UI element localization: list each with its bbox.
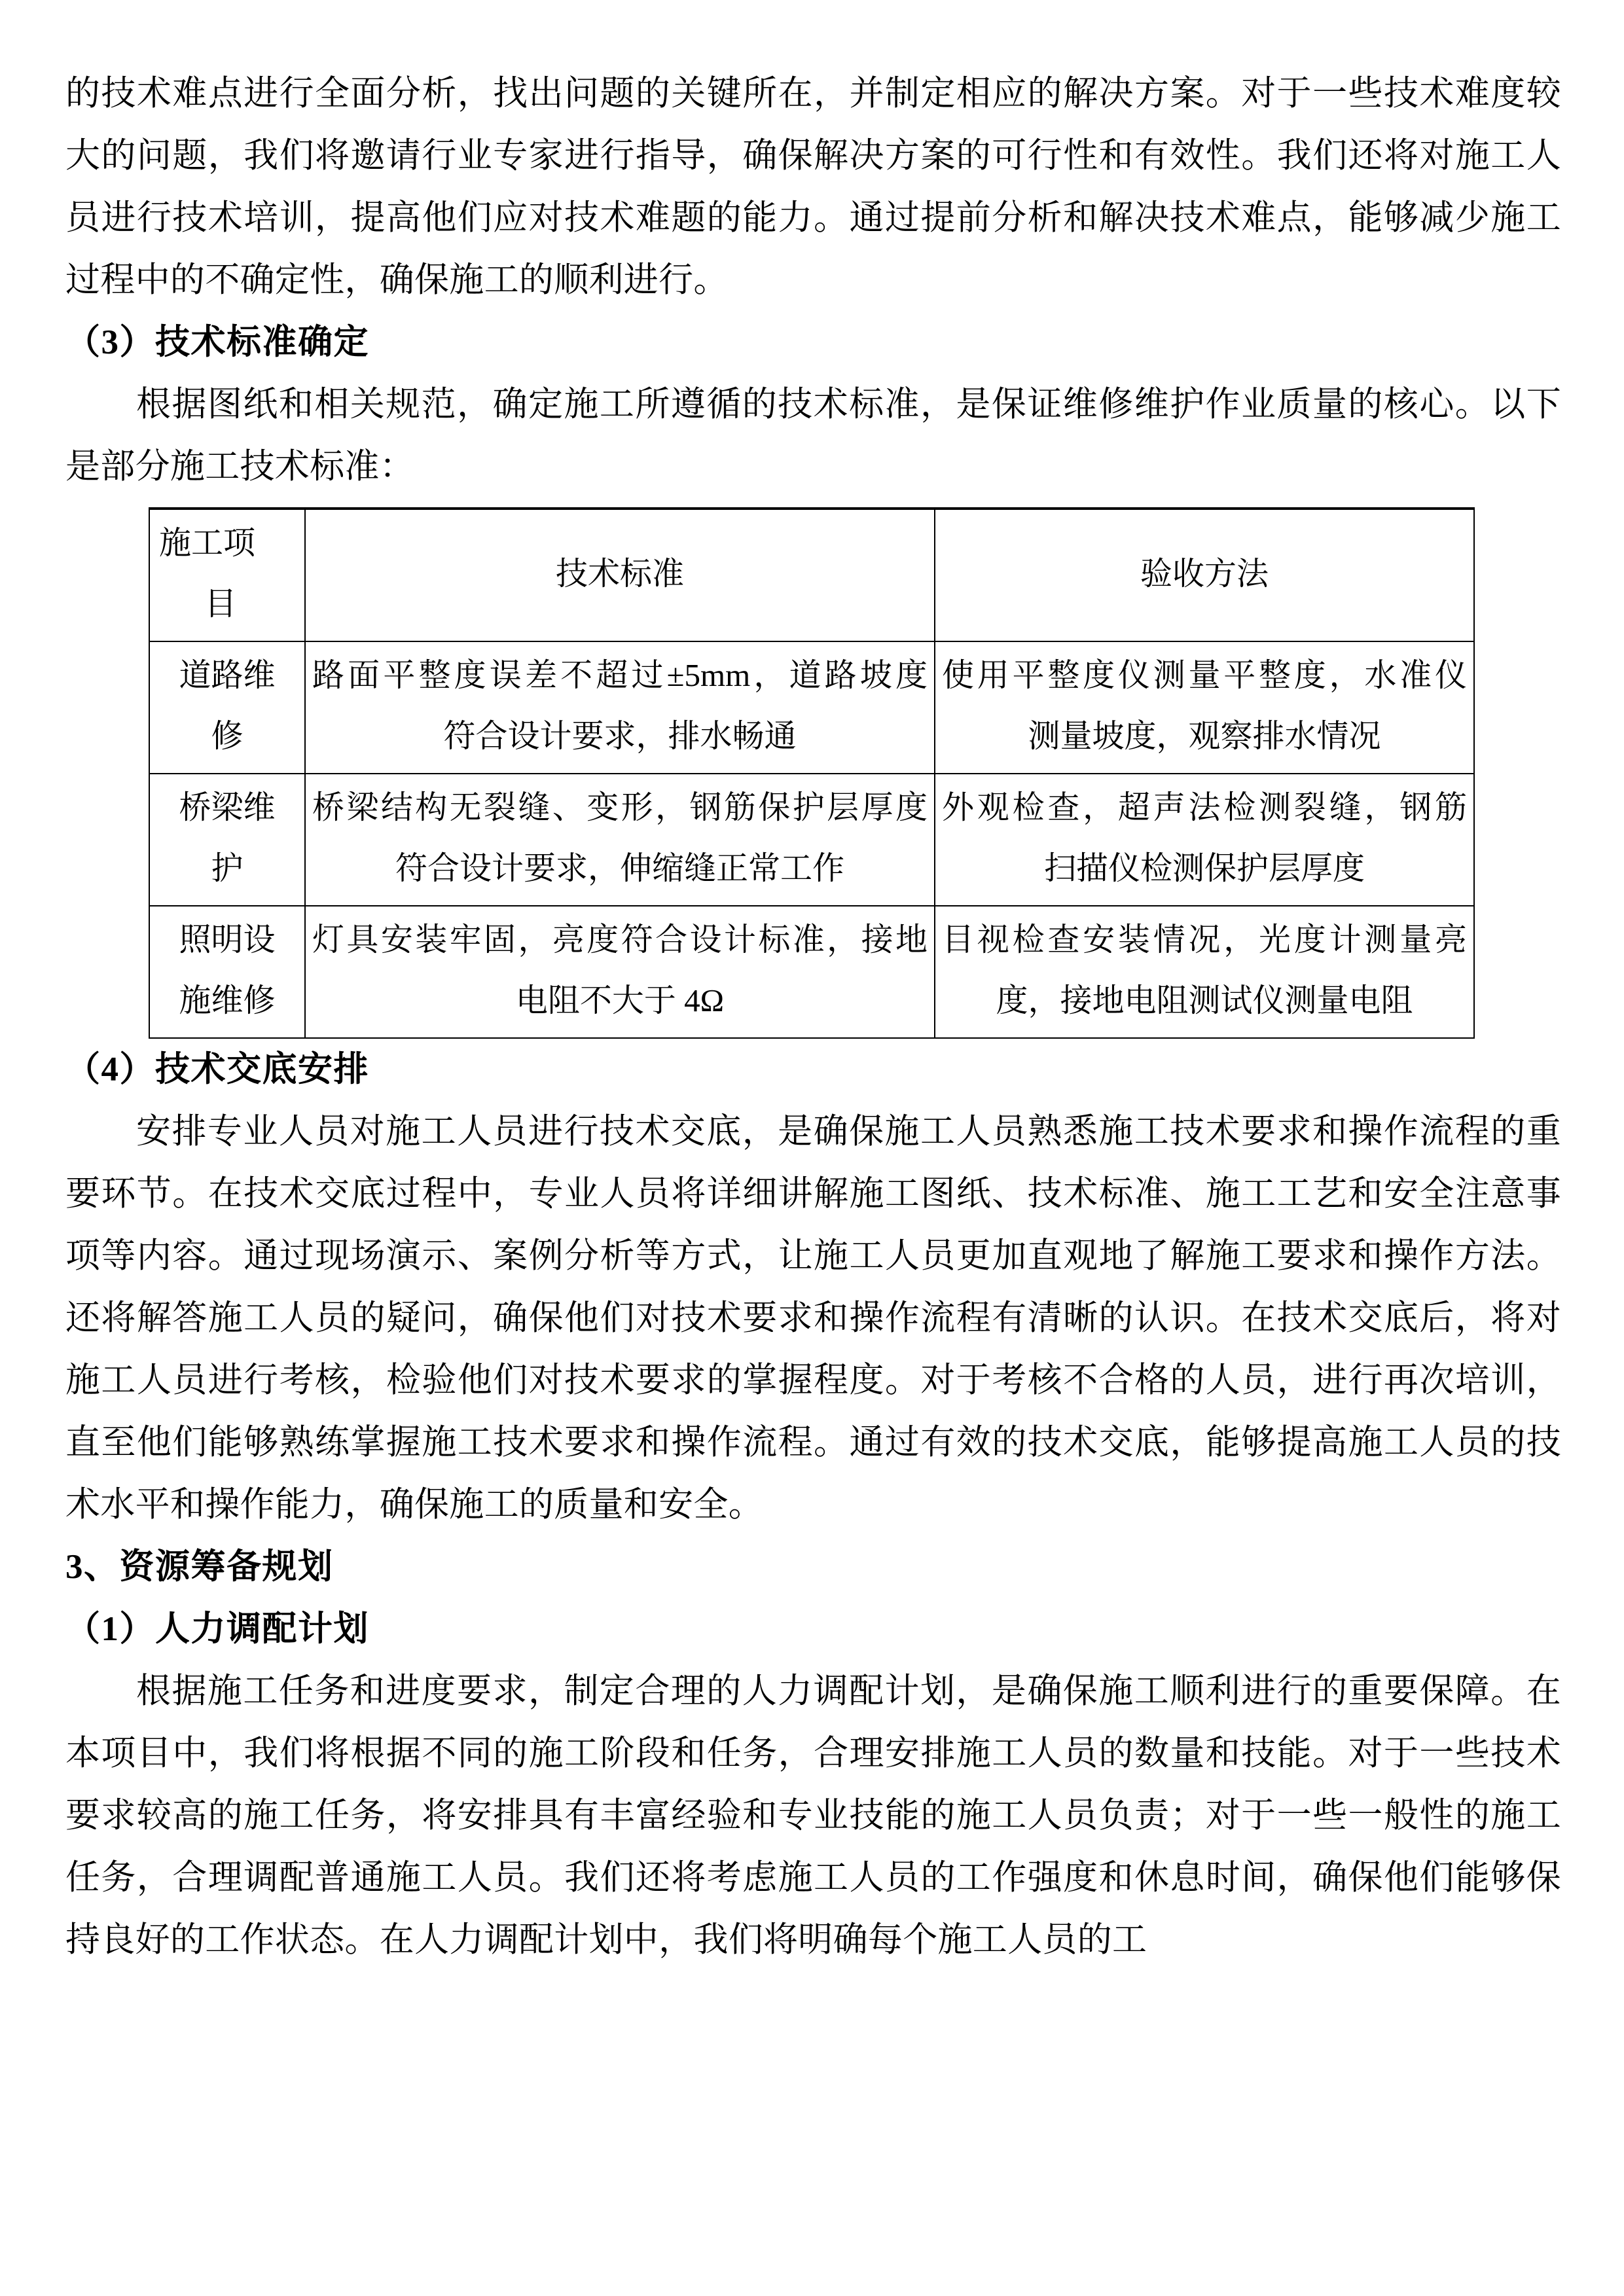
- table-header-row: [149, 509, 1474, 641]
- document-body: [65, 63, 1561, 1971]
- table-cell-item-line1: 道路维: [179, 657, 276, 693]
- paragraph-technical-disclosure: 安排专业人员对施工人员进行技术交底，是确保施工人员熟悉施工技术要求和操作流程的重要环节。在技术交底过程中，专业人员将详细讲解施工图纸、技术标准、施工工艺和安全注意事项等内容。通过现场演示、案例分析等方式，让施工人员更加直观地了解施工要求和操作方法。还将解答施工人员的疑问，确保他们对技术要求和操作流程有清晰的认识。在技术交底后，将对施工人员进行考核，检验他们对技术要求的掌握程度。对于考核不合格的人员，进行再次培训，直至他们能够熟练掌握施工技术要求和操作流程。通过有效的技术交底，能够提高施工人员的技术水平和操作能力，确保施工的质量和安全。: [65, 1113, 1561, 1524]
- table-cell-standard-lines: [312, 645, 928, 766]
- table-cell-acceptance: [935, 641, 1474, 774]
- table-cell-standard-lines: [312, 777, 928, 899]
- table-cell-acceptance-line2: 度，接地电阻测试仪测量电阻: [996, 982, 1413, 1018]
- table-header-acceptance: 验收方法: [935, 509, 1474, 641]
- table-cell-standard-line2: 电阻不大于 4Ω: [515, 982, 725, 1018]
- heading-technical-disclosure-arrangement: （4）技术交底安排: [65, 1050, 369, 1088]
- table-cell-item: [149, 906, 305, 1038]
- table-row: [149, 641, 1474, 774]
- table-cell-standard-line1: 路面平整度误差不超过±5mm，道路坡度: [312, 657, 928, 693]
- table-row: [149, 906, 1474, 1038]
- table-cell-standard-lines: [312, 909, 928, 1031]
- table-cell-item-line1: 桥梁维: [179, 789, 276, 825]
- table-cell-standard: [305, 774, 935, 906]
- table-cell-acceptance-line2: 扫描仪检测保护层厚度: [1043, 850, 1365, 886]
- table-cell-acceptance-lines: [942, 645, 1467, 766]
- table-cell-acceptance-lines: [942, 777, 1467, 899]
- table-cell-acceptance-line1: 外观检查，超声法检测裂缝，钢筋: [942, 789, 1467, 825]
- table-cell-item-line1: 照明设: [179, 922, 276, 958]
- table-cell-acceptance-lines: [942, 909, 1467, 1031]
- heading-manpower-allocation-plan: （1）人力调配计划: [65, 1610, 369, 1648]
- table-cell-standard-line2: 符合设计要求，排水畅通: [443, 718, 797, 754]
- table-row: [149, 774, 1474, 906]
- table-cell-standard: [305, 906, 935, 1038]
- paragraph-technical-difficulties: 的技术难点进行全面分析，找出问题的关键所在，并制定相应的解决方案。对于一些技术难度较大的问题，我们将邀请行业专家进行指导，确保解决方案的可行性和有效性。我们还将对施工人员进行技术培训，提高他们应对技术难题的能力。通过提前分析和解决技术难点，能够减少施工过程中的不确定性，确保施工的顺利进行。: [65, 75, 1561, 299]
- table-cell-item-line2: 修: [211, 718, 244, 754]
- table-cell-item: [149, 641, 305, 774]
- paragraph-manpower-allocation: 根据施工任务和进度要求，制定合理的人力调配计划，是确保施工顺利进行的重要保障。在本项目中，我们将根据不同的施工阶段和任务，合理安排施工人员的数量和技能。对于一些技术要求较高的施工任务，将安排具有丰富经验和专业技能的施工人员负责；对于一些一般性的施工任务，合理调配普通施工人员。我们还将考虑施工人员的工作强度和休息时间，确保他们能够保持良好的工作状态。在人力调配计划中，我们将明确每个施工人员的工: [65, 1672, 1561, 1959]
- table-cell-standard-line2: 符合设计要求，伸缩缝正常工作: [395, 850, 844, 886]
- technical-standards-table: [149, 507, 1475, 1039]
- table-cell-item-line2: 护: [211, 850, 244, 886]
- table-header-standard: 技术标准: [305, 509, 935, 641]
- heading-technical-standard-determination: （3）技术标准确定: [65, 323, 369, 361]
- table-header-item: [149, 509, 305, 641]
- table-cell-acceptance: [935, 774, 1474, 906]
- table-header-item-line2: 目: [204, 586, 237, 622]
- table-cell-acceptance-line2: 测量坡度，观察排水情况: [1028, 718, 1381, 754]
- heading-resource-preparation-planning: 3、资源筹备规划: [65, 1548, 334, 1586]
- table-cell-acceptance-line1: 目视检查安装情况，光度计测量亮: [942, 922, 1467, 958]
- table-header-item-line1: 施工项: [159, 525, 256, 561]
- table-cell-standard-line1: 桥梁结构无裂缝、变形，钢筋保护层厚度: [312, 789, 928, 825]
- table-cell-item: [149, 774, 305, 906]
- table-cell-acceptance-line1: 使用平整度仪测量平整度，水准仪: [942, 657, 1467, 693]
- table-cell-standard: [305, 641, 935, 774]
- paragraph-standard-intro: 根据图纸和相关规范，确定施工所遵循的技术标准，是保证维修维护作业质量的核心。以下是部分施工技术标准：: [65, 386, 1561, 486]
- table-cell-standard-line1: 灯具安装牢固，亮度符合设计标准，接地: [312, 922, 928, 958]
- table-cell-item-line2: 施维修: [179, 982, 276, 1018]
- table-cell-acceptance: [935, 906, 1474, 1038]
